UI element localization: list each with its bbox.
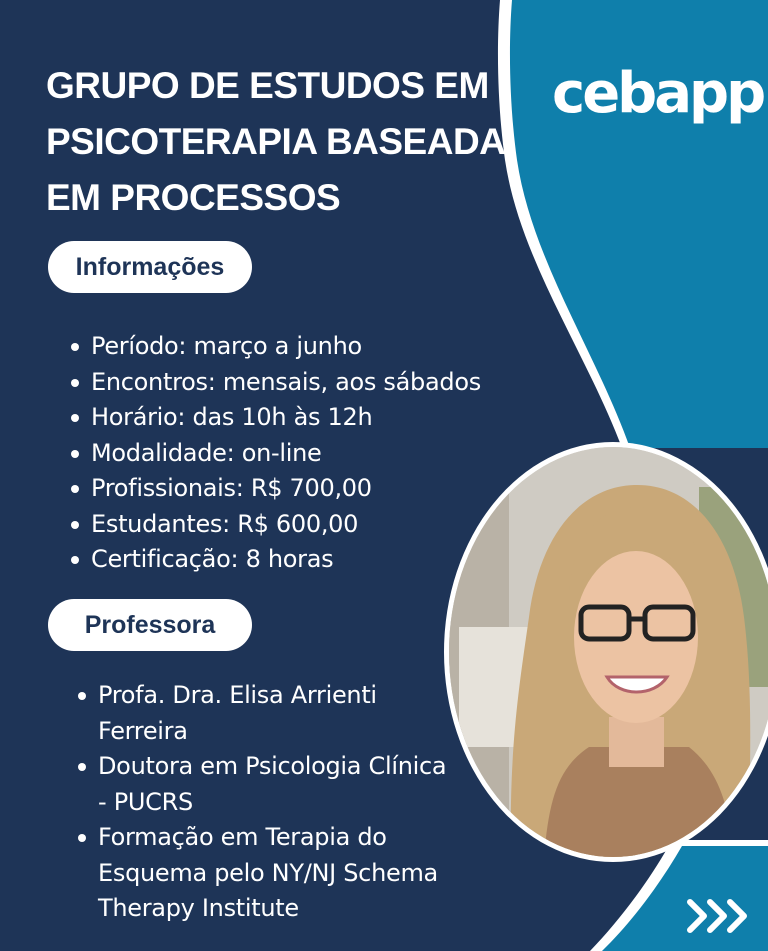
page-title bbox=[46, 58, 516, 226]
title-line: PSICOTERAPIA BASEADA bbox=[46, 121, 506, 162]
info-heading: Informações bbox=[48, 241, 252, 293]
professor-item-name: Profa. Dra. Elisa Arrienti Ferreira bbox=[98, 678, 458, 749]
professor-heading: Professora bbox=[48, 599, 252, 651]
info-item-students-price: Estudantes: R$ 600,00 bbox=[91, 507, 481, 543]
info-item-modality: Modalidade: on-line bbox=[91, 436, 481, 472]
professor-item-training: Formação em Terapia do Esquema pelo NY/NJ Schema Therapy Institute bbox=[98, 820, 458, 927]
info-item-schedule: Horário: das 10h às 12h bbox=[91, 400, 481, 436]
triple-chevron-right-icon[interactable] bbox=[686, 898, 750, 934]
professor-list bbox=[98, 678, 458, 927]
info-item-certification: Certificação: 8 horas bbox=[91, 542, 481, 578]
cebapp-logo: cebapp bbox=[552, 61, 764, 126]
title-line: EM PROCESSOS bbox=[46, 177, 341, 218]
info-item-period: Período: março a junho bbox=[91, 329, 481, 365]
title-line: GRUPO DE ESTUDOS EM bbox=[46, 65, 489, 106]
portrait-illustration bbox=[449, 447, 768, 857]
info-list bbox=[91, 329, 481, 578]
info-item-meetings: Encontros: mensais, aos sábados bbox=[91, 365, 481, 401]
professor-item-doctorate: Doutora em Psicologia Clínica - PUCRS bbox=[98, 749, 458, 820]
info-item-professionals-price: Profissionais: R$ 700,00 bbox=[91, 471, 481, 507]
teacher-portrait bbox=[444, 442, 768, 862]
